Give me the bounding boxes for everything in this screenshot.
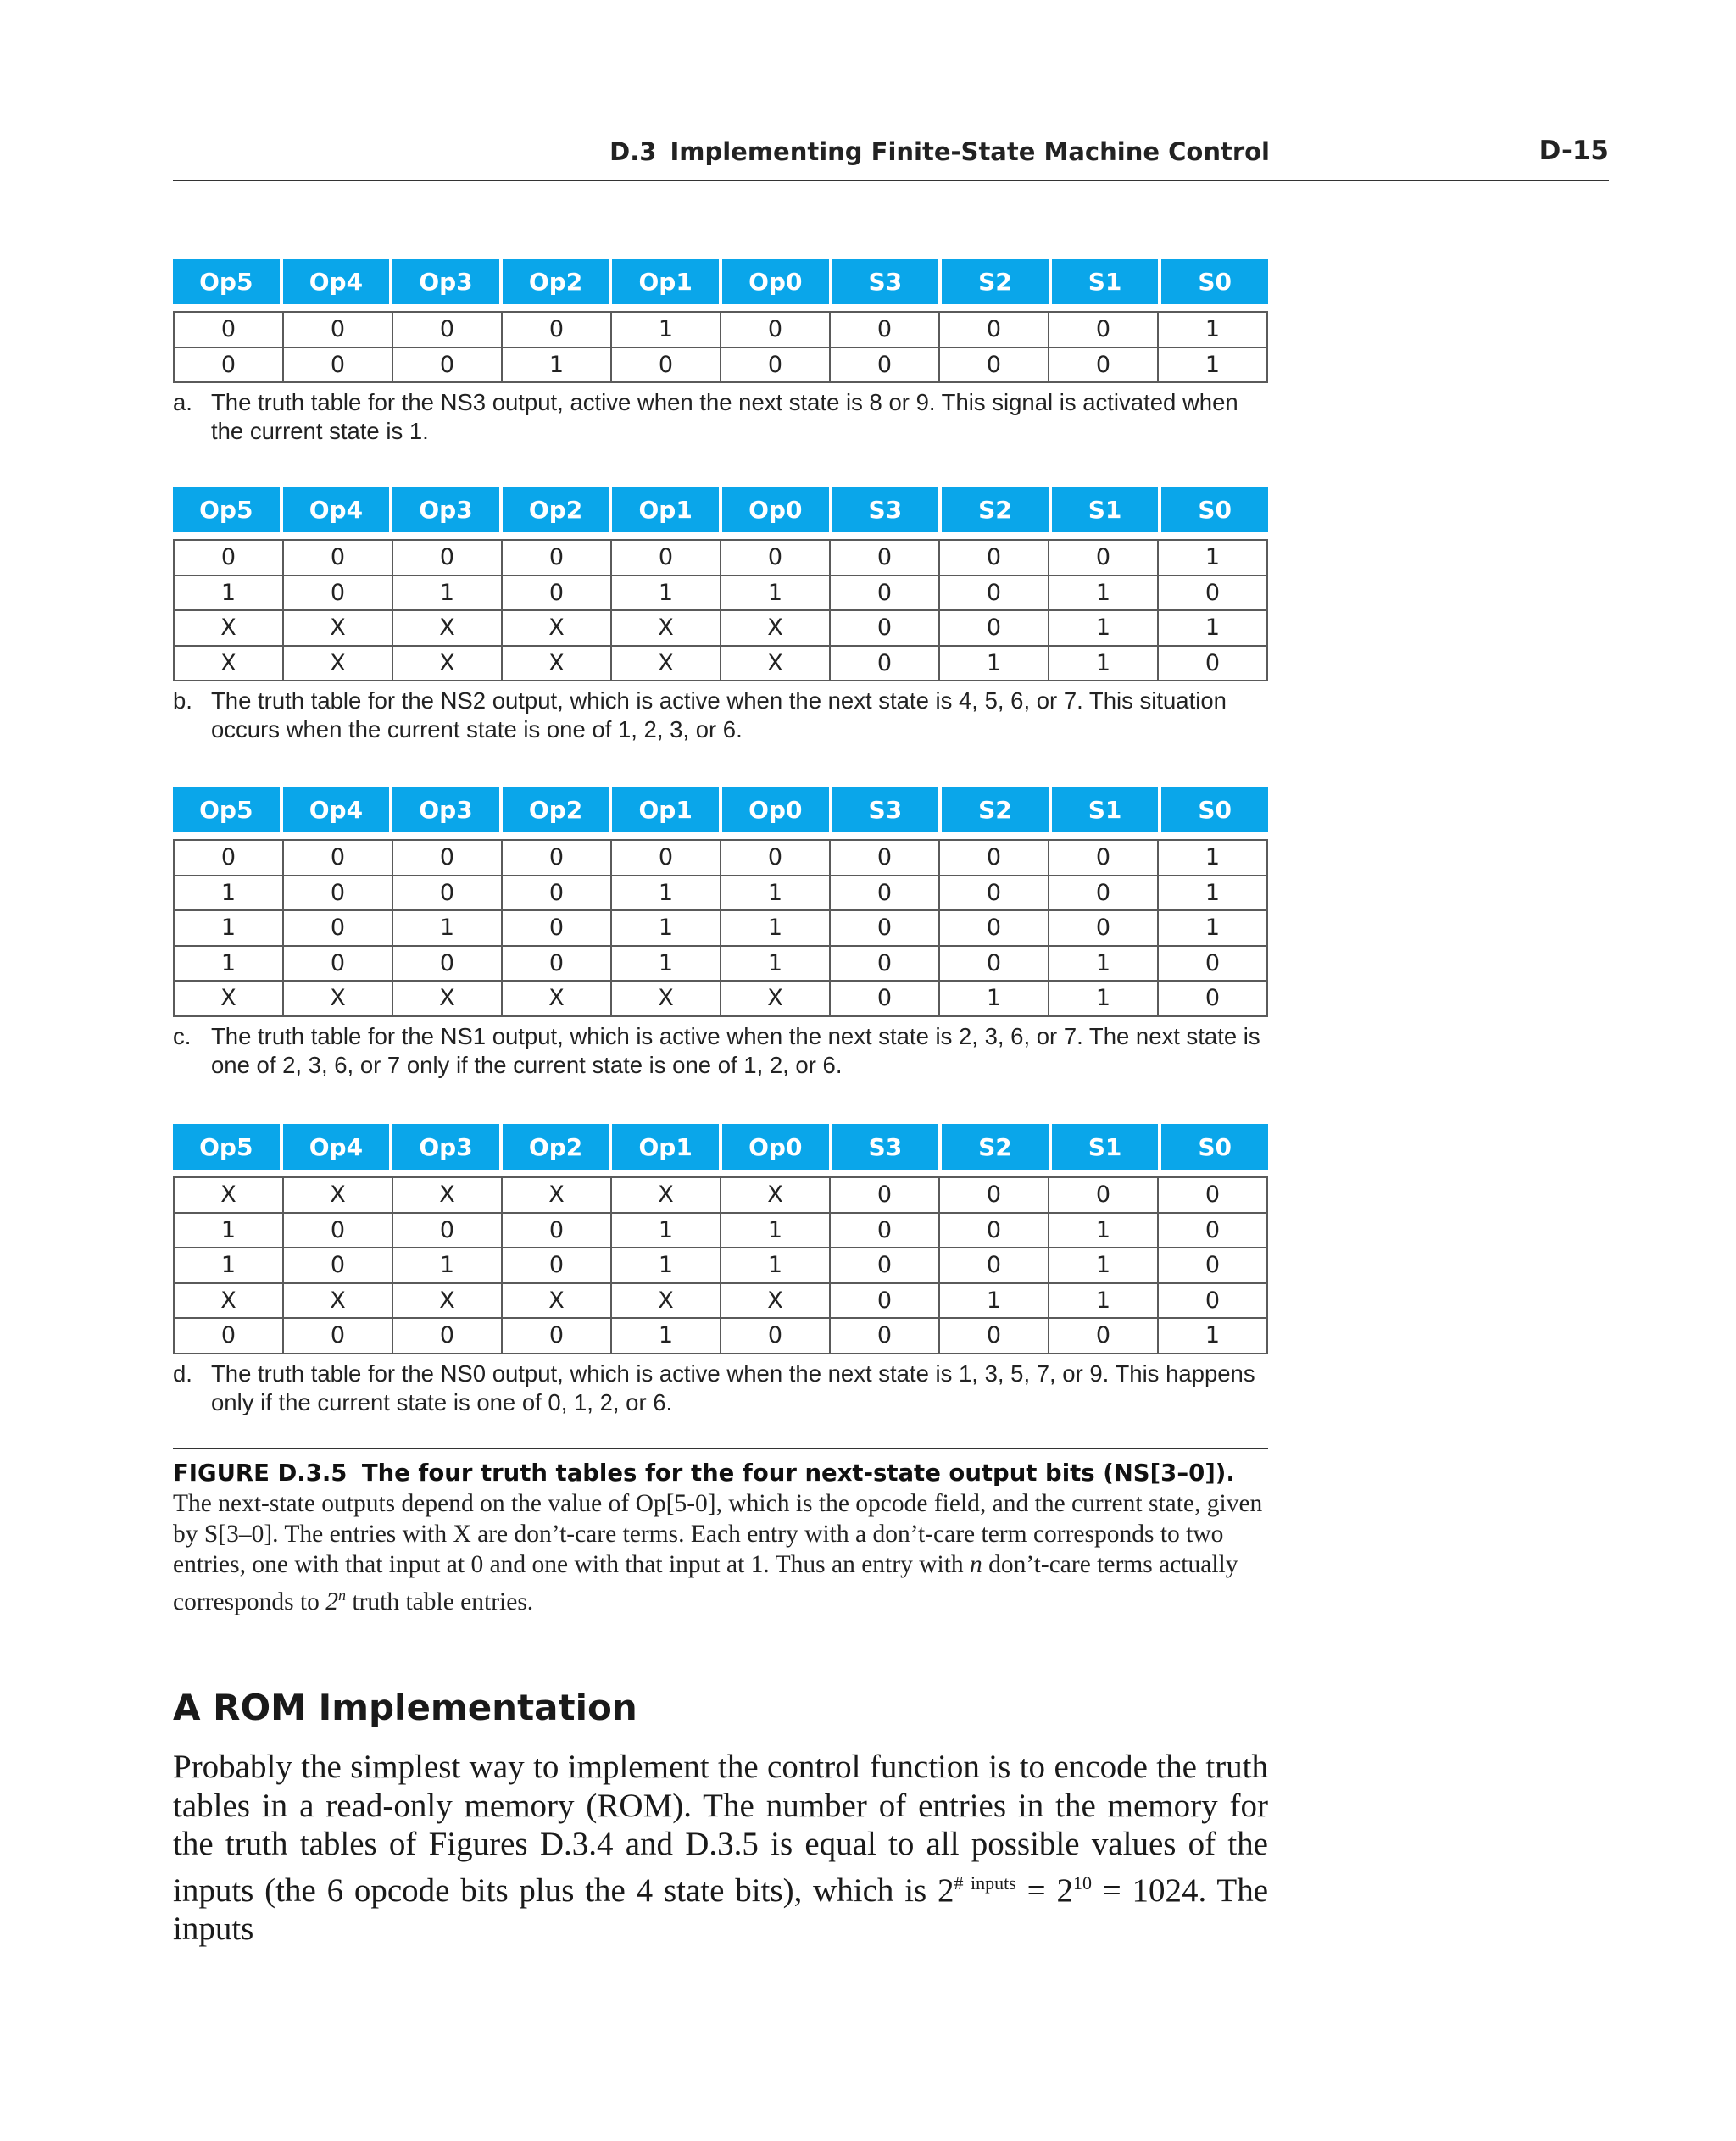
table-cell: 1 <box>721 1214 831 1249</box>
table-cell: 1 <box>721 947 831 982</box>
table-cell: 0 <box>1159 1248 1268 1284</box>
caption-text: The truth table for the NS0 output, which is active when the next state is 1, 3, 5, 7, or 9. This happens only if the current state is one of 0, 1, 2, or 6. <box>211 1360 1255 1415</box>
table-cell: X <box>612 982 721 1017</box>
column-header-s3: S3 <box>832 487 939 532</box>
table-cell: X <box>284 611 393 647</box>
table-cell: X <box>175 647 284 682</box>
table-cell: 0 <box>721 348 831 384</box>
table-row <box>175 611 1268 647</box>
table-cell: 0 <box>940 348 1049 384</box>
table-cell: X <box>175 982 284 1017</box>
column-header-s2: S2 <box>942 487 1049 532</box>
truth-table-c <box>173 787 1268 1080</box>
caption-text: The truth table for the NS1 output, which is active when the next state is 2, 3, 6, or 7. The next state is one of 2, 3, 6, or 7 only if the current state is one of 1, 2, or 6. <box>211 1022 1260 1078</box>
table-cell: 0 <box>831 611 940 647</box>
table-cell: X <box>393 611 503 647</box>
table-cell: 0 <box>1049 1319 1159 1354</box>
table-cell: 0 <box>831 982 940 1017</box>
table-header <box>173 487 1268 532</box>
table-cell: 1 <box>612 911 721 947</box>
table-cell: 0 <box>831 348 940 384</box>
table-cell: 0 <box>1159 647 1268 682</box>
column-header-op3: Op3 <box>392 1124 499 1170</box>
table-cell: X <box>721 1284 831 1320</box>
table-cell: 0 <box>1049 911 1159 947</box>
table-cell: 0 <box>393 313 503 348</box>
table-cell: 0 <box>503 1214 612 1249</box>
table-cell: 1 <box>393 576 503 612</box>
table-cell: 1 <box>721 1248 831 1284</box>
column-header-op4: Op4 <box>283 259 390 304</box>
column-header-op2: Op2 <box>503 259 609 304</box>
table-cell: 1 <box>612 1319 721 1354</box>
table-cell: 0 <box>1049 541 1159 576</box>
table-cell: 0 <box>831 1214 940 1249</box>
table-cell: 0 <box>940 1214 1049 1249</box>
table-cell: 1 <box>393 911 503 947</box>
table-cell: 1 <box>1159 611 1268 647</box>
table-header <box>173 1124 1268 1170</box>
table-header <box>173 787 1268 832</box>
body-paragraph: Probably the simplest way to implement the control function is to encode the truth tables in a read-only memory (ROM). The number of entries in the memory for the truth tables of Figures D.3.4 and D.3.5 is equal to all possible values of the inputs (the 6 opcode bits plus the 4 state bits), which is $2^{\# inputs} = 2^{10} = 1024$. The inputs <box>173 1749 1269 1947</box>
table-cell: 1 <box>175 911 284 947</box>
table-cell: 1 <box>1049 647 1159 682</box>
column-header-s1: S1 <box>1052 259 1159 304</box>
table-cell: X <box>393 1284 503 1320</box>
column-header-op5: Op5 <box>173 1124 280 1170</box>
table-cell: 1 <box>1049 982 1159 1017</box>
table-cell: 0 <box>175 348 284 384</box>
table-cell: 1 <box>175 576 284 612</box>
table-cell: 0 <box>503 911 612 947</box>
table-cell: 1 <box>612 876 721 912</box>
table-row <box>175 1284 1268 1320</box>
table-cell: 0 <box>721 1319 831 1354</box>
caption-text: The truth table for the NS2 output, which is active when the next state is 4, 5, 6, or 7. This situation occurs when the current state is one of 1, 2, 3, or 6. <box>211 687 1227 742</box>
table-cell: 1 <box>1049 1248 1159 1284</box>
table-cell: X <box>721 1178 831 1214</box>
table-cell: X <box>721 982 831 1017</box>
table-cell: 0 <box>175 541 284 576</box>
column-header-op1: Op1 <box>612 1124 719 1170</box>
table-cell: 0 <box>393 876 503 912</box>
table-cell: 0 <box>831 1178 940 1214</box>
table-cell: X <box>284 647 393 682</box>
table-cell: 0 <box>1159 1284 1268 1320</box>
table-cell: 0 <box>284 911 393 947</box>
table-cell: 0 <box>940 576 1049 612</box>
table-row <box>175 1248 1268 1284</box>
column-header-op4: Op4 <box>283 1124 390 1170</box>
table-row <box>175 911 1268 947</box>
table-header <box>173 259 1268 304</box>
table-cell: X <box>393 647 503 682</box>
truth-table-b <box>173 487 1268 744</box>
table-cell: 0 <box>1159 1178 1268 1214</box>
column-header-s3: S3 <box>832 1124 939 1170</box>
table-cell: 1 <box>1159 541 1268 576</box>
table-cell: X <box>284 1284 393 1320</box>
caption-label: c. <box>173 1022 192 1049</box>
caption-text: The truth table for the NS3 output, active when the next state is 8 or 9. This signal is activated when the current state is 1. <box>211 389 1238 444</box>
table-caption <box>173 687 1268 744</box>
figure-text-3: truth table entries. <box>352 1588 534 1615</box>
table-body <box>173 311 1268 383</box>
table-cell: 1 <box>721 576 831 612</box>
table-cell: 0 <box>940 841 1049 876</box>
column-header-op4: Op4 <box>283 787 390 832</box>
column-header-op3: Op3 <box>392 487 499 532</box>
table-cell: 0 <box>393 1319 503 1354</box>
column-header-s0: S0 <box>1161 259 1268 304</box>
section-heading <box>609 137 1270 166</box>
table-cell: 0 <box>284 841 393 876</box>
column-header-s2: S2 <box>942 787 1049 832</box>
table-cell: 0 <box>831 647 940 682</box>
column-header-op4: Op4 <box>283 487 390 532</box>
table-cell: 0 <box>503 313 612 348</box>
table-body <box>173 1176 1268 1354</box>
column-header-op1: Op1 <box>612 259 719 304</box>
table-cell: 0 <box>175 841 284 876</box>
table-cell: 1 <box>175 1248 284 1284</box>
table-cell: 1 <box>1049 576 1159 612</box>
table-cell: 0 <box>503 541 612 576</box>
table-cell: 1 <box>612 947 721 982</box>
table-cell: X <box>612 647 721 682</box>
table-cell: 0 <box>1049 841 1159 876</box>
column-header-s1: S1 <box>1052 1124 1159 1170</box>
column-header-op2: Op2 <box>503 487 609 532</box>
table-cell: 1 <box>1159 348 1268 384</box>
truth-table-a <box>173 259 1268 446</box>
table-cell: 0 <box>1049 876 1159 912</box>
truth-table-d <box>173 1124 1268 1417</box>
column-header-op1: Op1 <box>612 487 719 532</box>
column-header-op5: Op5 <box>173 487 280 532</box>
table-cell: 0 <box>940 876 1049 912</box>
table-cell: 0 <box>503 876 612 912</box>
table-cell: 1 <box>1159 1319 1268 1354</box>
table-cell: X <box>612 611 721 647</box>
table-cell: 0 <box>284 876 393 912</box>
table-row <box>175 1214 1268 1249</box>
caption-label: b. <box>173 687 192 714</box>
column-header-op0: Op0 <box>722 487 829 532</box>
table-cell: 1 <box>940 647 1049 682</box>
table-cell: 0 <box>284 1248 393 1284</box>
superscript-inputs: # inputs <box>954 1871 1016 1894</box>
table-cell: 0 <box>612 348 721 384</box>
table-cell: 0 <box>284 576 393 612</box>
column-header-op3: Op3 <box>392 787 499 832</box>
table-row <box>175 647 1268 682</box>
table-row <box>175 348 1268 384</box>
figure-caption <box>173 1458 1268 1617</box>
table-row <box>175 947 1268 982</box>
table-cell: 0 <box>831 911 940 947</box>
table-cell: 0 <box>940 911 1049 947</box>
table-cell: X <box>175 1284 284 1320</box>
table-cell: 0 <box>393 841 503 876</box>
table-cell: 0 <box>940 947 1049 982</box>
table-cell: 0 <box>284 541 393 576</box>
table-cell: X <box>503 611 612 647</box>
table-cell: 1 <box>612 1214 721 1249</box>
table-cell: 1 <box>1049 1284 1159 1320</box>
table-cell: X <box>175 611 284 647</box>
table-cell: 0 <box>1159 576 1268 612</box>
table-cell: 1 <box>175 876 284 912</box>
table-cell: 0 <box>831 1319 940 1354</box>
table-cell: 0 <box>831 841 940 876</box>
table-cell: 0 <box>284 1319 393 1354</box>
table-cell: X <box>503 982 612 1017</box>
column-header-s3: S3 <box>832 787 939 832</box>
table-cell: 0 <box>393 348 503 384</box>
table-cell: 0 <box>612 541 721 576</box>
table-cell: 0 <box>503 947 612 982</box>
table-cell: 1 <box>1159 841 1268 876</box>
table-cell: 1 <box>1049 947 1159 982</box>
table-caption <box>173 1360 1268 1417</box>
section-number: D.3 <box>609 137 657 166</box>
table-cell: 0 <box>175 1319 284 1354</box>
table-cell: 0 <box>831 576 940 612</box>
column-header-s3: S3 <box>832 259 939 304</box>
table-cell: 0 <box>1159 947 1268 982</box>
table-row <box>175 313 1268 348</box>
table-cell: X <box>503 1284 612 1320</box>
table-caption <box>173 1022 1268 1080</box>
table-cell: X <box>175 1178 284 1214</box>
table-cell: 0 <box>284 313 393 348</box>
table-cell: 1 <box>1049 611 1159 647</box>
table-cell: 1 <box>940 1284 1049 1320</box>
column-header-s1: S1 <box>1052 487 1159 532</box>
table-cell: 0 <box>831 1248 940 1284</box>
table-cell: 0 <box>1049 348 1159 384</box>
table-cell: 0 <box>1159 1214 1268 1249</box>
table-row <box>175 1178 1268 1214</box>
table-cell: 1 <box>612 1248 721 1284</box>
column-header-s0: S0 <box>1161 787 1268 832</box>
table-cell: 0 <box>612 841 721 876</box>
column-header-op0: Op0 <box>722 787 829 832</box>
table-cell: 0 <box>284 348 393 384</box>
caption-label: d. <box>173 1360 192 1387</box>
table-cell: 0 <box>721 841 831 876</box>
table-cell: 0 <box>503 841 612 876</box>
table-cell: 0 <box>284 947 393 982</box>
table-cell: X <box>503 1178 612 1214</box>
column-header-s0: S0 <box>1161 487 1268 532</box>
table-cell: 1 <box>612 313 721 348</box>
column-header-op5: Op5 <box>173 787 280 832</box>
table-cell: 1 <box>393 1248 503 1284</box>
column-header-s1: S1 <box>1052 787 1159 832</box>
table-cell: 1 <box>1159 313 1268 348</box>
section-title: Implementing Finite-State Machine Control <box>670 137 1270 166</box>
column-header-op2: Op2 <box>503 787 609 832</box>
table-cell: 0 <box>831 1284 940 1320</box>
table-cell: 0 <box>393 947 503 982</box>
table-cell: 0 <box>1159 982 1268 1017</box>
table-row <box>175 982 1268 1017</box>
table-row <box>175 576 1268 612</box>
table-cell: 0 <box>831 876 940 912</box>
table-cell: 0 <box>940 541 1049 576</box>
table-cell: X <box>393 982 503 1017</box>
column-header-s2: S2 <box>942 259 1049 304</box>
table-cell: 0 <box>940 1319 1049 1354</box>
caption-label: a. <box>173 389 192 415</box>
table-cell: 0 <box>940 1248 1049 1284</box>
table-cell: 0 <box>721 541 831 576</box>
table-cell: X <box>284 1178 393 1214</box>
table-cell: X <box>503 647 612 682</box>
table-cell: 0 <box>831 313 940 348</box>
table-cell: 0 <box>175 313 284 348</box>
column-header-op0: Op0 <box>722 1124 829 1170</box>
column-header-op3: Op3 <box>392 259 499 304</box>
table-cell: X <box>612 1178 721 1214</box>
column-header-op1: Op1 <box>612 787 719 832</box>
table-cell: 1 <box>721 911 831 947</box>
column-header-s2: S2 <box>942 1124 1049 1170</box>
table-cell: 0 <box>721 313 831 348</box>
table-cell: 0 <box>1049 313 1159 348</box>
section-title-rom: A ROM Implementation <box>173 1687 637 1728</box>
table-cell: 1 <box>503 348 612 384</box>
table-cell: 0 <box>1049 1178 1159 1214</box>
figure-text-2n: 2$^n$ <box>326 1587 346 1615</box>
table-body <box>173 839 1268 1017</box>
table-cell: 1 <box>940 982 1049 1017</box>
table-cell: 1 <box>1159 876 1268 912</box>
table-body <box>173 539 1268 681</box>
table-cell: 0 <box>940 1178 1049 1214</box>
table-cell: 0 <box>831 541 940 576</box>
table-cell: X <box>612 1284 721 1320</box>
table-row <box>175 541 1268 576</box>
table-cell: X <box>721 647 831 682</box>
figure-rule <box>173 1448 1268 1449</box>
table-cell: 1 <box>1159 911 1268 947</box>
table-cell: 1 <box>612 576 721 612</box>
table-cell: 0 <box>503 1319 612 1354</box>
column-header-op2: Op2 <box>503 1124 609 1170</box>
column-header-s0: S0 <box>1161 1124 1268 1170</box>
table-cell: 0 <box>940 313 1049 348</box>
table-cell: 0 <box>393 1214 503 1249</box>
table-cell: 0 <box>393 541 503 576</box>
table-row <box>175 841 1268 876</box>
column-header-op5: Op5 <box>173 259 280 304</box>
table-cell: 1 <box>175 947 284 982</box>
table-cell: 0 <box>503 1248 612 1284</box>
figure-title: The four truth tables for the four next-state output bits (NS[3–0]). <box>361 1460 1235 1487</box>
figure-text-1: The next-state outputs depend on the value of Op[5-0], which is the opcode field, and the current state, given by S[3–0]. The entries with X are don’t-care terms. Each entry with a don’t-care term corresponds to two entries, one with that input at 0 and one with that input at 1. Thus an entry with <box>173 1490 1263 1578</box>
table-cell: 1 <box>1049 1214 1159 1249</box>
table-cell: 0 <box>831 947 940 982</box>
table-row <box>175 1319 1268 1354</box>
superscript-10: 10 <box>1072 1871 1092 1894</box>
table-cell: 0 <box>503 576 612 612</box>
table-cell: X <box>393 1178 503 1214</box>
table-cell: 1 <box>175 1214 284 1249</box>
page-number: D-15 <box>1538 136 1609 166</box>
table-cell: 1 <box>721 876 831 912</box>
table-cell: X <box>721 611 831 647</box>
table-cell: X <box>284 982 393 1017</box>
table-cell: 0 <box>940 611 1049 647</box>
column-header-op0: Op0 <box>722 259 829 304</box>
table-cell: 0 <box>284 1214 393 1249</box>
table-caption <box>173 388 1268 446</box>
figure-text-n: n <box>970 1551 982 1578</box>
table-row <box>175 876 1268 912</box>
figure-label: FIGURE D.3.5 <box>173 1460 348 1487</box>
figure-text-2: don’t-care terms actually corresponds to <box>173 1551 1238 1615</box>
running-head <box>173 127 1609 181</box>
